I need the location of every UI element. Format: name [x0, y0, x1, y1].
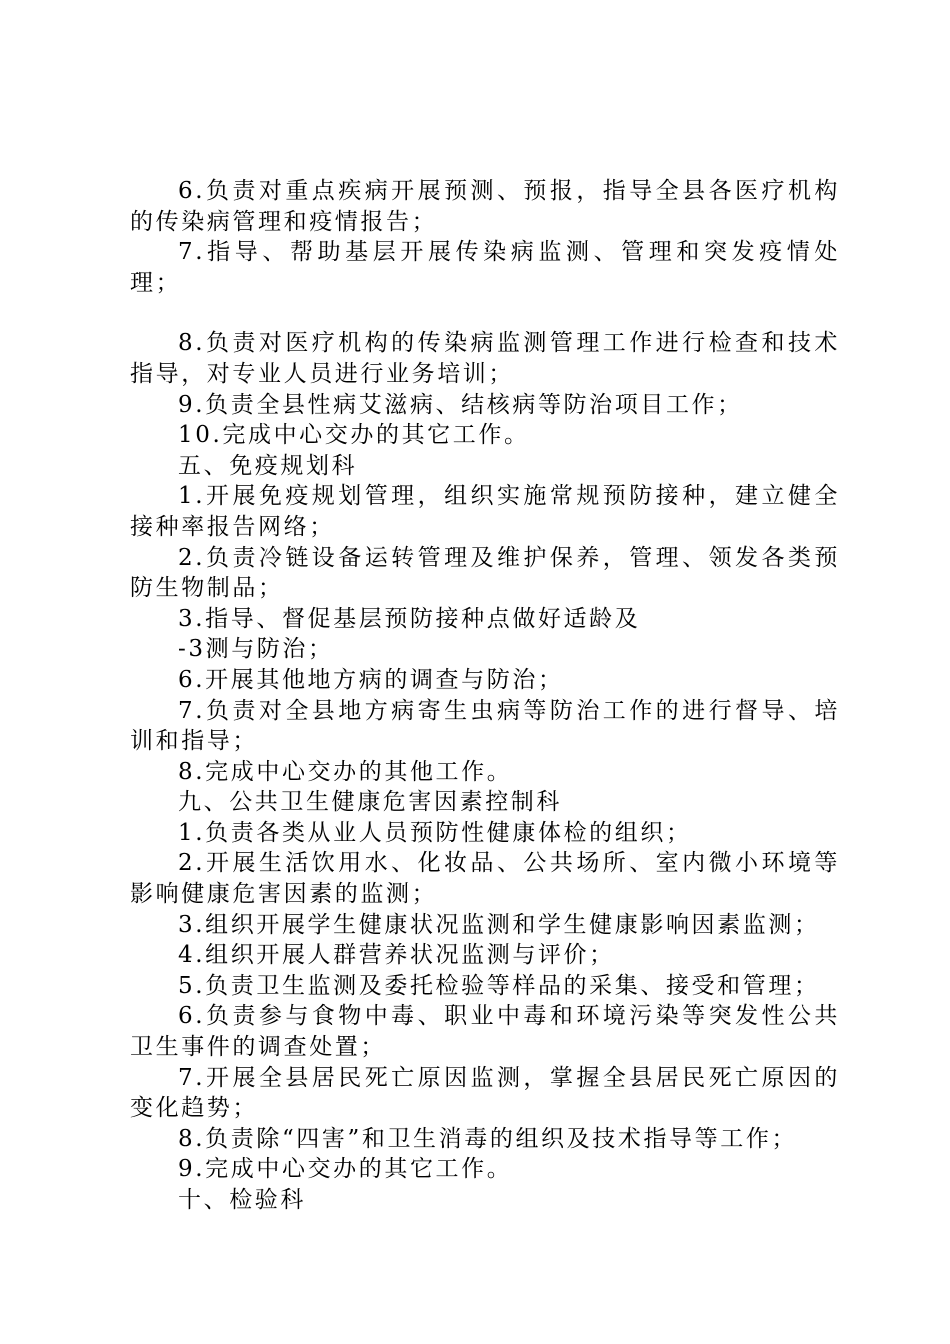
paragraph-grassroots-guidance: 7.指导、帮助基层开展传染病监测、管理和突发疫情处理； — [130, 239, 840, 296]
paragraph-immunization-management: 1.开展免疫规划管理，组织实施常规预防接种，建立健全接种率报告网络； — [130, 483, 840, 540]
paragraph-disease-forecast: 6.负责对重点疾病开展预测、预报，指导全县各医疗机构的传染病管理和疫情报告； — [130, 178, 840, 235]
paragraph-other-work-2: 8.完成中心交办的其他工作。 — [178, 758, 513, 785]
paragraph-endemic-survey: 6.开展其他地方病的调查与防治； — [178, 666, 564, 693]
paragraph-health-checkups: 1.负责各类从业人员预防性健康体检的组织； — [178, 819, 692, 846]
paragraph-poisoning-events: 6.负责参与食物中毒、职业中毒和环境污染等突发性公共卫生事件的调查处置； — [130, 1003, 840, 1061]
paragraph-endemic-supervision: 7.负责对全县地方病寄生虫病等防治工作的进行督导、培训和指导； — [130, 697, 840, 755]
paragraph-other-work-3: 9.完成中心交办的其它工作。 — [178, 1156, 513, 1183]
paragraph-aids-tb-projects: 9.负责全县性病艾滋病、结核病等防治项目工作； — [178, 391, 743, 418]
paragraph-cold-chain: 2.负责冷链设备运转管理及维护保养，管理、领发各类预防生物制品； — [130, 544, 840, 602]
paragraph-nutrition: 4.组织开展人群营养状况监测与评价； — [178, 942, 615, 969]
paragraph-other-work: 10.完成中心交办的其它工作。 — [178, 422, 530, 449]
paragraph-sample-collection: 5.负责卫生监测及委托检验等样品的采集、接受和管理； — [178, 972, 820, 999]
paragraph-mortality-monitoring: 7.开展全县居民死亡原因监测，掌握全县居民死亡原因的变化趋势； — [130, 1064, 840, 1122]
paragraph-pest-control: 8.负责除“四害”和卫生消毒的组织及技术指导等工作； — [178, 1125, 798, 1152]
section-heading-immunization: 五、免疫规划科 — [178, 452, 358, 479]
paragraph-vaccination-points: 3.指导、督促基层预防接种点做好适龄及 — [178, 605, 641, 632]
paragraph-student-health: 3.组织开展学生健康状况监测和学生健康影响因素监测； — [178, 911, 820, 938]
section-heading-laboratory: 十、检验科 — [178, 1187, 306, 1213]
document-body — [130, 176, 840, 1216]
section-heading-public-health: 九、公共卫生健康危害因素控制科 — [178, 789, 562, 816]
paragraph-inspection-training: 8.负责对医疗机构的传染病监测管理工作进行检查和技术指导，对专业人员进行业务培训； — [130, 330, 840, 387]
paragraph-environment-monitoring: 2.开展生活饮用水、化妆品、公共场所、室内微小环境等影响健康危害因素的监测； — [130, 850, 840, 908]
paragraph-fragment-monitoring: -3测与防治； — [178, 636, 334, 663]
